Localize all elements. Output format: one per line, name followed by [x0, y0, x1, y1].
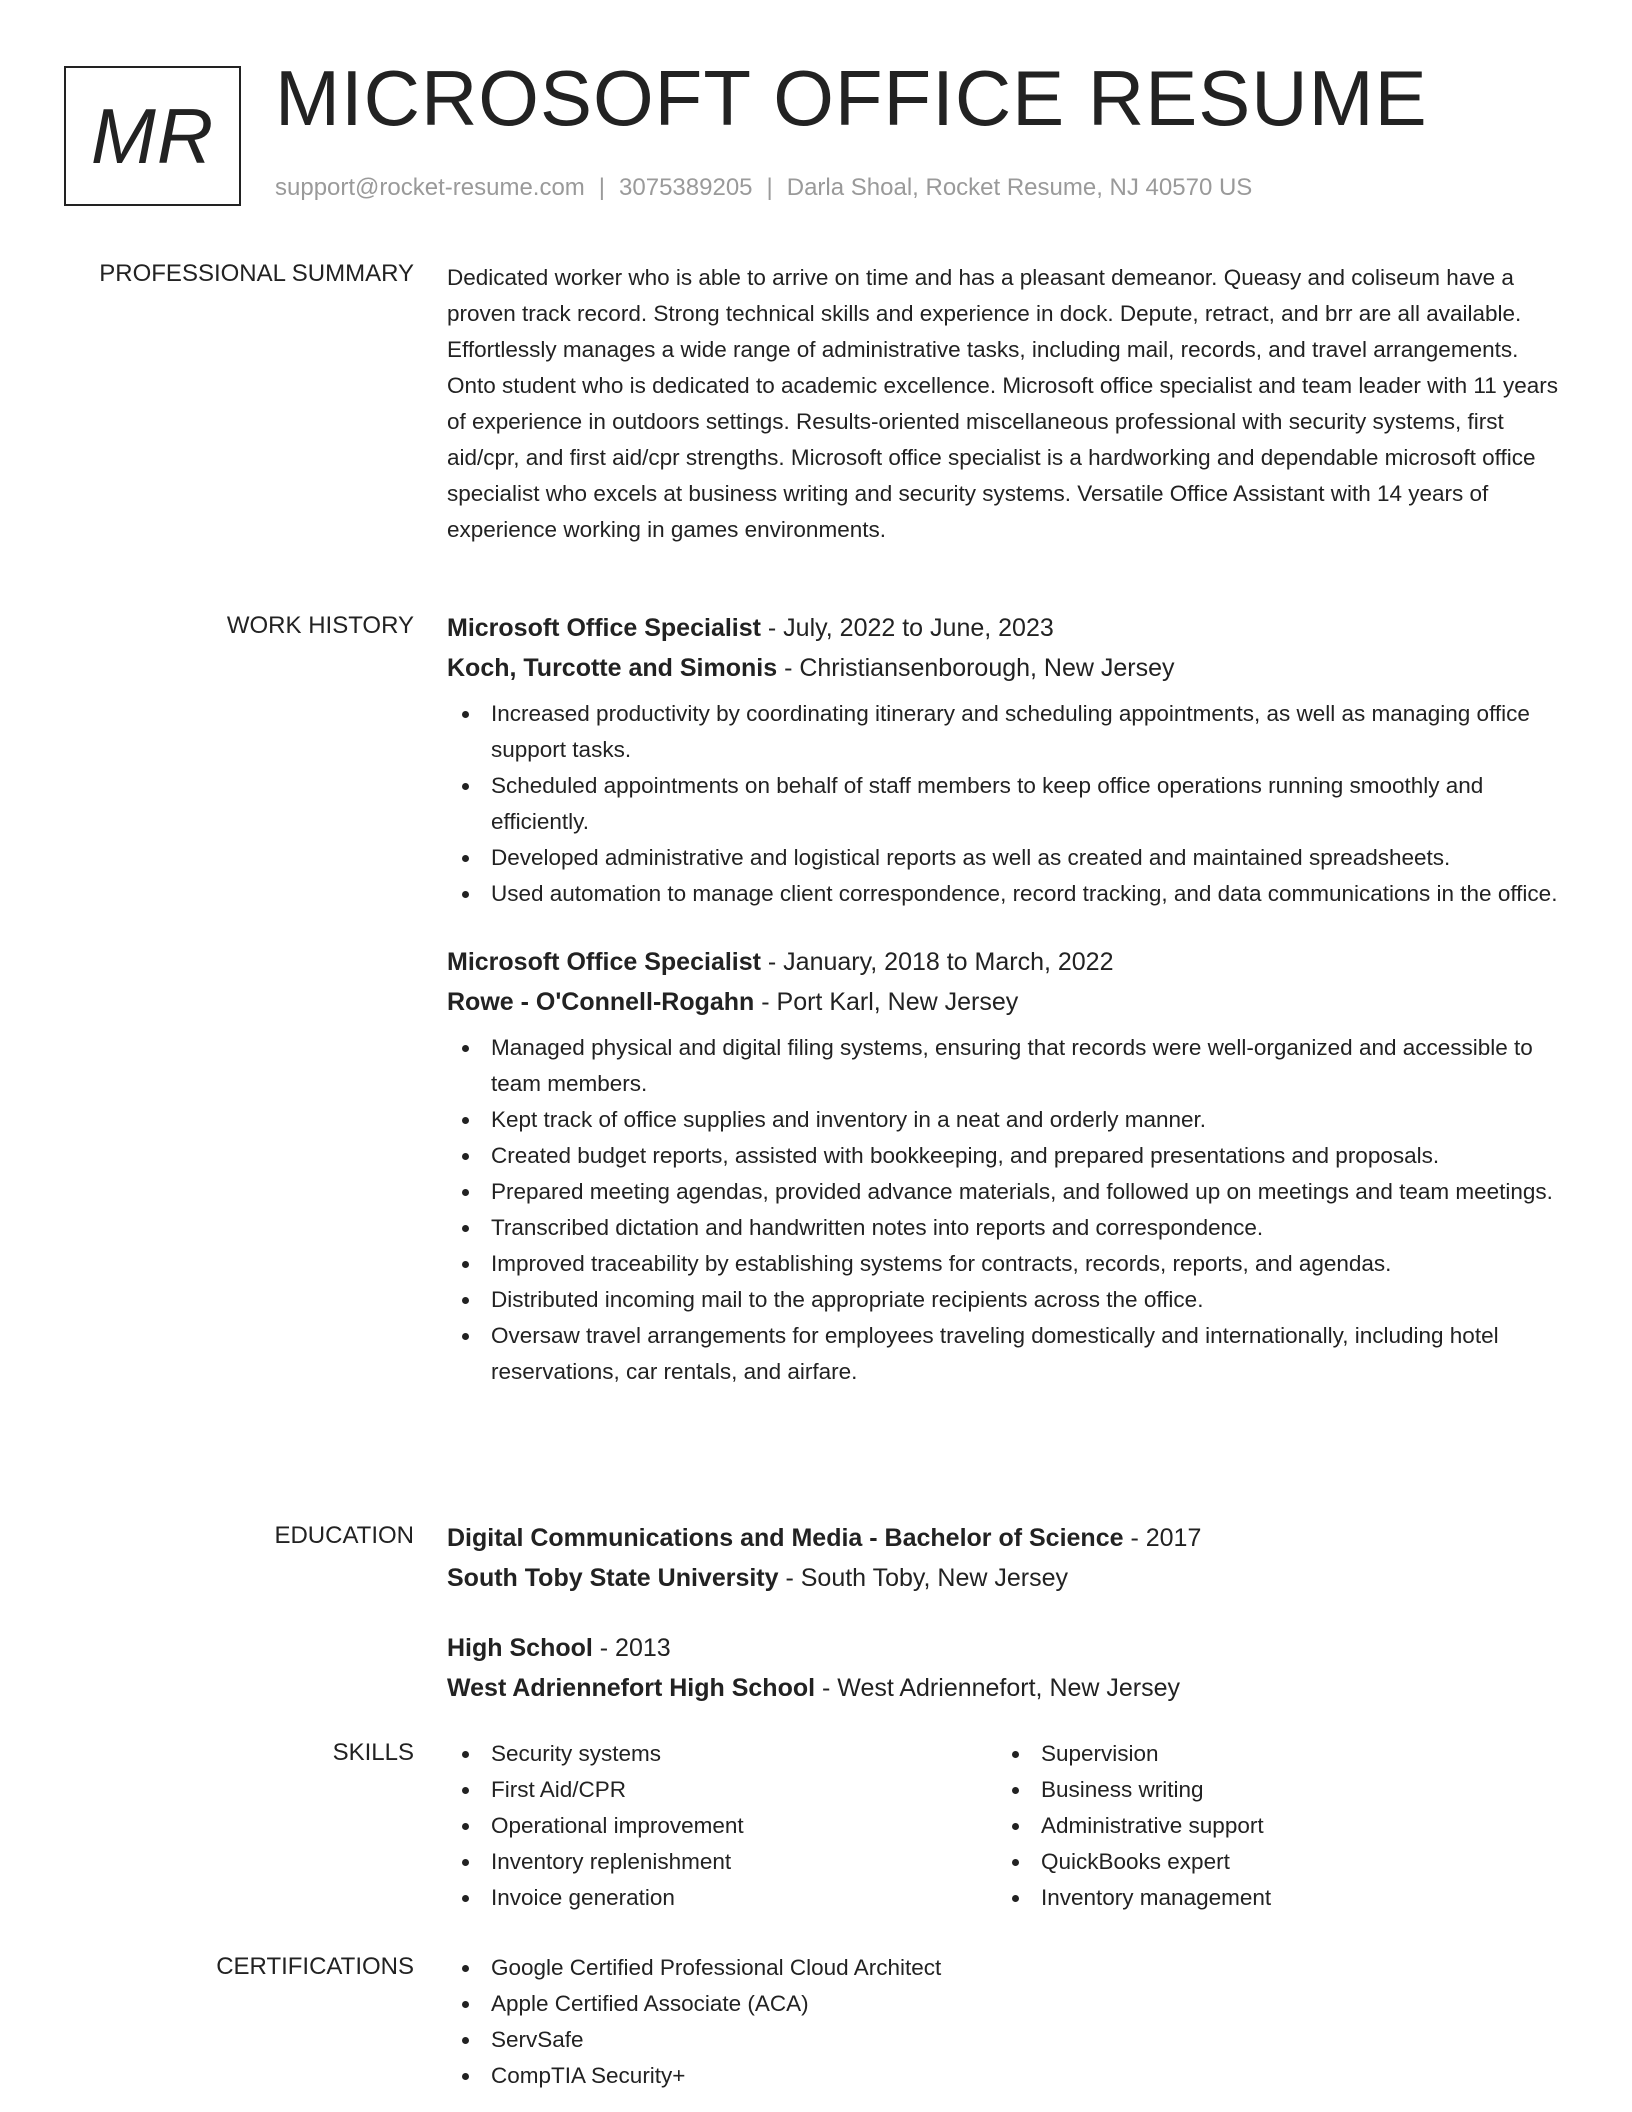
section-heading-skills: SKILLS — [332, 1739, 414, 1766]
graduation-year: - 2013 — [592, 1634, 671, 1662]
list-item: Prepared meeting agendas, provided advance materials, and followed up on meetings and team meetings. — [447, 1174, 1567, 1210]
contact-address: Darla Shoal, Rocket Resume, NJ 40570 US — [786, 174, 1253, 201]
list-item: Google Certified Professional Cloud Architect — [447, 1950, 1567, 1986]
list-item: Oversaw travel arrangements for employees traveling domestically and internationally, including hotel reservations, car rentals, and airfare. — [447, 1318, 1567, 1390]
contact-separator: | — [598, 174, 606, 201]
school: South Toby State University — [447, 1564, 779, 1592]
job-title-line — [447, 608, 1567, 648]
resume-title: MICROSOFT OFFICE RESUME — [275, 54, 1428, 142]
list-item: Managed physical and digital filing systems, ensuring that records were well-organized and accessible to team members. — [447, 1030, 1567, 1102]
list-item: Kept track of office supplies and inventory in a neat and orderly manner. — [447, 1102, 1567, 1138]
list-item: Administrative support — [997, 1808, 1547, 1844]
contact-line — [275, 174, 1252, 202]
monogram-initials: MR — [90, 91, 215, 180]
school-location: - West Adriennefort, New Jersey — [815, 1674, 1181, 1702]
certifications-list — [447, 1950, 1567, 2094]
list-item: Developed administrative and logistical reports as well as created and maintained spreadsheets. — [447, 840, 1567, 876]
job-duties-list — [447, 696, 1567, 912]
job-company-line — [447, 648, 1567, 688]
school-location: - South Toby, New Jersey — [778, 1564, 1069, 1592]
list-item: Operational improvement — [447, 1808, 997, 1844]
contact-email: support@rocket-resume.com — [275, 174, 585, 201]
list-item: Apple Certified Associate (ACA) — [447, 1986, 1567, 2022]
list-item: Distributed incoming mail to the appropriate recipients across the office. — [447, 1282, 1567, 1318]
list-item: Invoice generation — [447, 1880, 997, 1916]
job-location: - Christiansenborough, New Jersey — [777, 654, 1175, 682]
section-heading-education: EDUCATION — [274, 1522, 414, 1549]
skills-list-left — [447, 1736, 997, 1916]
job-dates: - January, 2018 to March, 2022 — [760, 948, 1114, 976]
list-item: First Aid/CPR — [447, 1772, 997, 1808]
degree: High School — [447, 1634, 593, 1662]
job-entry — [447, 608, 1567, 912]
job-company: Rowe - O'Connell-Rogahn — [447, 988, 755, 1016]
monogram-box — [64, 66, 241, 206]
school-line — [447, 1668, 1567, 1708]
section-heading-summary: PROFESSIONAL SUMMARY — [99, 260, 414, 287]
job-company-line — [447, 982, 1567, 1022]
list-item: Business writing — [997, 1772, 1547, 1808]
section-heading-certifications: CERTIFICATIONS — [216, 1953, 414, 1980]
job-duties-list — [447, 1030, 1567, 1390]
list-item: Inventory replenishment — [447, 1844, 997, 1880]
contact-separator: | — [766, 174, 773, 201]
list-item: Supervision — [997, 1736, 1547, 1772]
job-title: Microsoft Office Specialist — [447, 614, 761, 642]
job-title: Microsoft Office Specialist — [447, 948, 761, 976]
job-dates: - July, 2022 to June, 2023 — [760, 614, 1054, 642]
contact-phone: 3075389205 — [619, 174, 753, 201]
list-item: Security systems — [447, 1736, 997, 1772]
graduation-year: - 2017 — [1123, 1524, 1202, 1552]
skills-columns — [447, 1736, 1567, 1916]
education-entry — [447, 1518, 1567, 1598]
list-item: Used automation to manage client correspondence, record tracking, and data communications in the office. — [447, 876, 1567, 912]
degree-line — [447, 1518, 1567, 1558]
list-item: Transcribed dictation and handwritten notes into reports and correspondence. — [447, 1210, 1567, 1246]
list-item: CompTIA Security+ — [447, 2058, 1567, 2094]
school-line — [447, 1558, 1567, 1598]
job-location: - Port Karl, New Jersey — [754, 988, 1019, 1016]
list-item: Improved traceability by establishing systems for contracts, records, reports, and agendas. — [447, 1246, 1567, 1282]
degree: Digital Communications and Media - Bachelor of Science — [447, 1524, 1124, 1552]
degree-line — [447, 1628, 1567, 1668]
job-company: Koch, Turcotte and Simonis — [447, 654, 778, 682]
list-item: Created budget reports, assisted with bookkeeping, and prepared presentations and proposals. — [447, 1138, 1567, 1174]
skills-list-right — [997, 1736, 1547, 1916]
list-item: Increased productivity by coordinating itinerary and scheduling appointments, as well as managing office support tasks. — [447, 696, 1567, 768]
school: West Adriennefort High School — [447, 1674, 816, 1702]
list-item: Scheduled appointments on behalf of staff members to keep office operations running smoothly and efficiently. — [447, 768, 1567, 840]
section-heading-work-history: WORK HISTORY — [226, 612, 414, 639]
list-item: Inventory management — [997, 1880, 1547, 1916]
job-title-line — [447, 942, 1567, 982]
summary-text: Dedicated worker who is able to arrive on time and has a pleasant demeanor. Queasy and coliseum have a proven track record. Strong technical skills and experience in dock. Depute, retract, and brr are all available. Effortlessly manages a wide range of administrative tasks, including mail, records, and travel arrangements. Onto student who is dedicated to academic excellence. Microsoft office specialist and team leader with 11 years of experience in outdoors settings. Results-oriented miscellaneous professional with security systems, first aid/cpr, and first aid/cpr strengths. Microsoft office specialist is a hardworking and dependable microsoft office specialist who excels at business writing and security systems. Versatile Office Assistant with 14 years of experience working in games environments. — [447, 265, 1559, 542]
education-entry — [447, 1628, 1567, 1708]
list-item: ServSafe — [447, 2022, 1567, 2058]
job-entry — [447, 942, 1567, 1390]
list-item: QuickBooks expert — [997, 1844, 1547, 1880]
